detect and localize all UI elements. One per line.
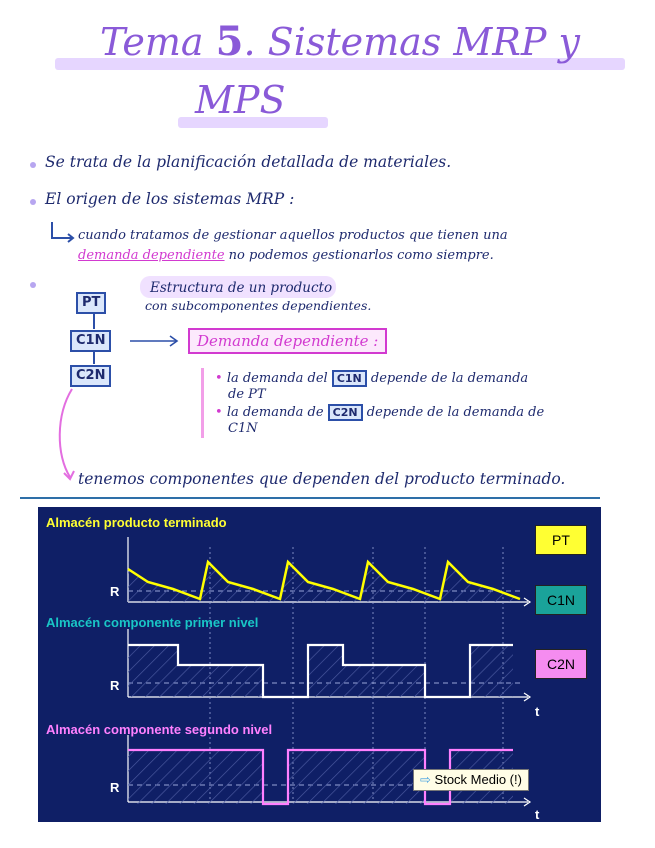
bullet-text-1: Se trata de la planificación detallada de materiales. (45, 153, 452, 171)
axis-r-label: R (110, 678, 120, 693)
demand-item-2-cont: C1N (228, 421, 258, 436)
page-title: Tema 5. Sistemas MRP y (100, 18, 581, 65)
chart-panel (38, 507, 601, 822)
arrow-text-2: demanda dependiente no podemos gestionarlos como siempre. (78, 248, 494, 263)
divider (20, 497, 600, 499)
series-c1n-area (128, 645, 513, 697)
chart-title-c1n: Almacén componente primer nivel (46, 615, 259, 630)
demand-item-1-cont: de PT (228, 387, 266, 402)
axis-r-label: R (110, 780, 120, 795)
axis-r-label: R (110, 584, 120, 599)
page-title-line2: MPS (195, 78, 286, 122)
box-c1n: C1N (70, 330, 111, 352)
arrow-text-1: cuando tratamos de gestionar aquellos productos que tienen una (78, 228, 508, 243)
corner-arrow-icon (48, 220, 78, 250)
bullet-text-2: El origen de los sistemas MRP : (45, 190, 295, 208)
box-pt: PT (76, 292, 106, 314)
axis-t-label: t (535, 704, 540, 719)
chart-title-c2n: Almacén componente segundo nivel (46, 722, 273, 737)
pink-bar (201, 368, 204, 438)
arrow-icon: ⇨ (420, 772, 431, 787)
side-box-c1n: C1N (535, 585, 587, 615)
series-pt-area (128, 562, 520, 602)
demand-item-1: • la demanda del C1N depende de la demanda (215, 371, 529, 386)
bullet-dot (30, 199, 36, 205)
conclusion: tenemos componentes que dependen del producto terminado. (78, 470, 566, 488)
axis-t-label: t (535, 807, 540, 822)
bullet-dot (30, 282, 36, 288)
side-box-pt: PT (535, 525, 587, 555)
connector (93, 314, 95, 329)
side-box-c2n: C2N (535, 649, 587, 679)
bullet-dot (30, 162, 36, 168)
chart-title-pt: Almacén producto terminado (46, 515, 227, 530)
demand-item-2: • la demanda de C2N depende de la demanda de (215, 405, 545, 420)
structure-heading: Estructura de un producto (150, 280, 333, 296)
right-arrow-icon (128, 334, 183, 348)
structure-subheading: con subcomponentes dependientes. (145, 298, 372, 313)
connector (93, 352, 95, 364)
legend-stock-medio: ⇨ Stock Medio (!) (413, 769, 529, 791)
demand-dependent-box: Demanda dependiente : (188, 328, 387, 354)
box-c2n: C2N (70, 365, 111, 387)
